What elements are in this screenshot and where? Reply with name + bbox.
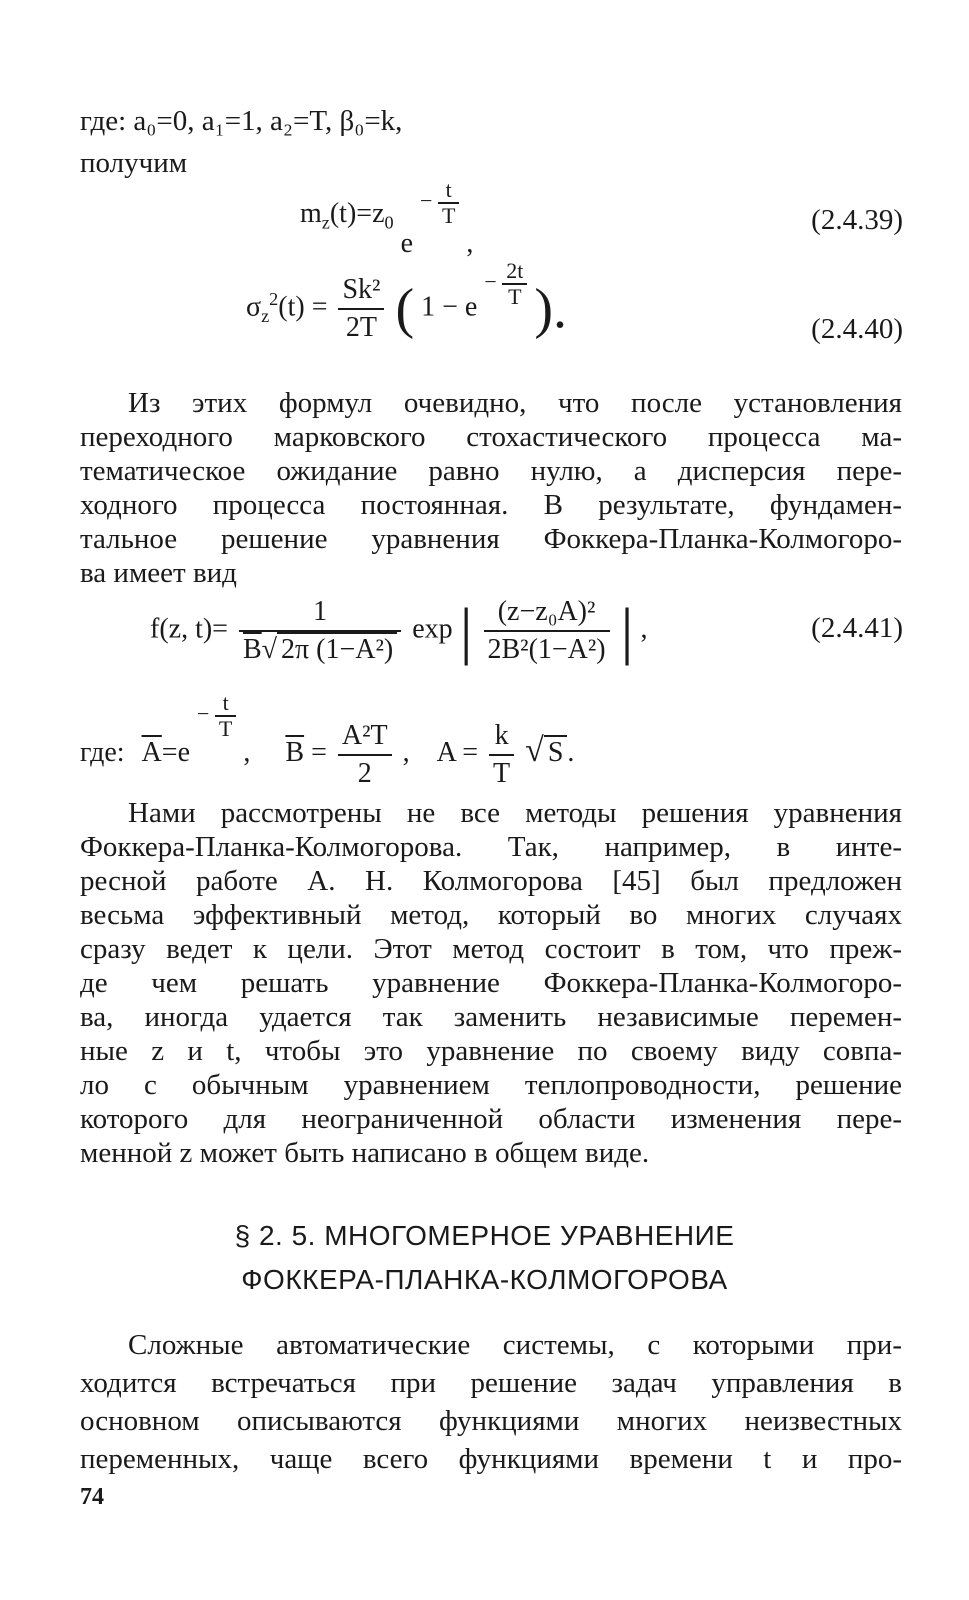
- paragraph2-line: ные z и t, чтобы это уравнение по своему виду совпа-: [80, 1035, 902, 1067]
- where2-a-num: k: [489, 718, 514, 756]
- eq41-inner-frac: [484, 594, 610, 668]
- eq39-comma: ,: [466, 228, 474, 260]
- eq41-bracket-right: |: [620, 595, 634, 666]
- obtain-word: получим: [80, 147, 188, 179]
- eq39-base: e: [400, 228, 414, 260]
- eq40-exponent: [484, 259, 527, 309]
- eq39-number: (2.4.39): [811, 204, 903, 236]
- eq39-exponent: [420, 178, 459, 228]
- eq39-z-sub: 0: [384, 212, 394, 233]
- eq40-sup: 2: [269, 289, 279, 310]
- where-line: где: a₀=0, a₁=1, a₂=T, β₀=k,: [80, 105, 403, 137]
- eq39-lhs-sub: z: [321, 212, 330, 233]
- paragraph2-line: ло с обычным уравнением теплопроводности, решение: [80, 1069, 902, 1101]
- where2-b-den: 2: [357, 758, 372, 789]
- section-heading-line2: ФОККЕРА-ПЛАНКА-КОЛМОГОРОВА: [241, 1264, 728, 1295]
- where2-comma2: ,: [402, 737, 410, 769]
- eq40-frac-den: 2T: [345, 312, 378, 343]
- where2-b-frac: [338, 718, 392, 792]
- where2-exp-num: t: [215, 691, 236, 717]
- where2-exp-den: T: [218, 716, 233, 742]
- page-number: 74: [80, 1484, 104, 1510]
- eq39-exp-prefix: −: [420, 188, 433, 214]
- equation-2-4-41: [150, 594, 647, 668]
- eq41-tail: ,: [640, 613, 648, 645]
- eq40-frac-num: Sk²: [338, 272, 384, 310]
- section-heading-line1: § 2. 5. МНОГОМЕРНОЕ УРАВНЕНИЕ: [234, 1220, 735, 1251]
- eq41-frac: [239, 594, 401, 668]
- equation-2-4-40: [246, 258, 568, 346]
- eq40-frac: [338, 272, 384, 346]
- eq40-paren-open: (: [395, 278, 415, 340]
- paragraph1-line: переходного марковского стохастического процесса ма-: [80, 421, 902, 453]
- paragraph2-line: сразу ведет к цели. Этот метод состоит в том, что преж-: [80, 933, 902, 965]
- paragraph2-line: де чем решать уравнение Фоккера-Планка-Колмогоро-: [80, 967, 902, 999]
- paragraph1-line: ва имеет вид: [80, 557, 237, 589]
- where2-exp-prefix: −: [197, 701, 210, 727]
- eq41-bracket-left: |: [459, 595, 473, 666]
- where2-exponent: [197, 691, 236, 741]
- where2-comma1: ,: [243, 737, 251, 769]
- eq41-lhs: f(z, t)=: [150, 613, 228, 645]
- eq40-exp-den: T: [508, 284, 522, 310]
- eq39-arg: (t)=z: [329, 198, 385, 230]
- where2-exp-frac: [215, 691, 236, 741]
- eq40-inner: 1 − e: [421, 291, 478, 323]
- paragraph2-line: которого для неограниченной области изменения пере-: [80, 1103, 902, 1135]
- where2-a-def: A =: [436, 737, 479, 769]
- where2-a-eq: =e: [161, 737, 190, 769]
- paragraph3-line: переменных, чаще всего функциями времени t и про-: [80, 1443, 902, 1475]
- eq41-sqrt-arg: 2π (1−A²): [277, 632, 397, 665]
- eq41-inner-num: (z−z₀A)²: [484, 594, 610, 632]
- eq41-frac-num: 1: [239, 594, 401, 632]
- eq39-exp-frac: [438, 178, 459, 228]
- eq40-number: (2.4.40): [811, 313, 903, 345]
- paragraph1-line: тематическое ожидание равно нулю, а дисперсия пере-: [80, 455, 902, 487]
- eq40-sub: z: [261, 306, 270, 327]
- eq41-sqrt-sign: √: [261, 634, 278, 665]
- paragraph1-line: Из этих формул очевидно, что после установления: [128, 387, 902, 419]
- where2-a-frac: [489, 718, 514, 792]
- paragraph1-line: ходного процесса постоянная. В результате, фундамен-: [80, 489, 902, 521]
- where2-a-den: T: [493, 758, 511, 789]
- eq40-lhs: σ: [246, 291, 262, 323]
- eq41-number: (2.4.41): [811, 612, 903, 644]
- paragraph2-line: ресной работе А. Н. Колмогорова [45] был предложен: [80, 865, 902, 897]
- where2-a-bar: $\overline{A}$: [141, 737, 162, 769]
- eq41-b-bar: $\overline{B}$: [242, 634, 262, 665]
- where2-sqrt-sign: √: [525, 732, 544, 770]
- eq41-frac-den: [239, 632, 401, 668]
- eq40-exp-num: 2t: [502, 259, 527, 285]
- eq40-paren-close: ).: [534, 278, 568, 340]
- paragraph3-line: основном описываются функциями многих неизвестных: [80, 1405, 902, 1437]
- eq41-inner-den: 2B²(1−A²): [487, 634, 606, 665]
- where2-label: где:: [80, 737, 125, 769]
- equation-2-4-39: [300, 177, 474, 260]
- eq40-exp-frac: [502, 259, 527, 309]
- where2-b-bar: $\overline{B}$: [285, 737, 305, 769]
- paragraph2-line: Фоккера-Планка-Колмогорова. Так, например, в инте-: [80, 831, 902, 863]
- paragraph2-line: менной z может быть написано в общем виде.: [80, 1137, 650, 1169]
- paragraph2-line: ва, иногда удается так заменить независимые перемен-: [80, 1001, 902, 1033]
- where2-period: .: [567, 737, 575, 769]
- eq39-exp-num: t: [438, 178, 459, 204]
- paragraph2-line: весьма эффективный метод, который во многих случаях: [80, 899, 902, 931]
- where2-b-eq: =: [311, 737, 327, 769]
- eq41-exp: exp: [412, 613, 453, 645]
- paragraph3-line: ходится встречаться при решение задач управления в: [80, 1367, 902, 1399]
- paragraph3-line: Сложные автоматические системы, с которыми при-: [128, 1329, 902, 1361]
- eq39-exp-den: T: [441, 203, 456, 228]
- paragraph2-line: Нами рассмотрены не все методы решения уравнения: [128, 797, 902, 829]
- where2-b-num: A²T: [338, 718, 392, 756]
- paragraph1-line: тальное решение уравнения Фоккера-Планка-Колмогоро-: [80, 523, 902, 555]
- where2-sqrt-arg: S: [544, 735, 568, 768]
- eq40-arg: (t) =: [278, 291, 328, 323]
- eq40-exp-prefix: −: [484, 269, 497, 295]
- eq39-lhs: m: [300, 198, 322, 230]
- where-definitions: [80, 690, 575, 789]
